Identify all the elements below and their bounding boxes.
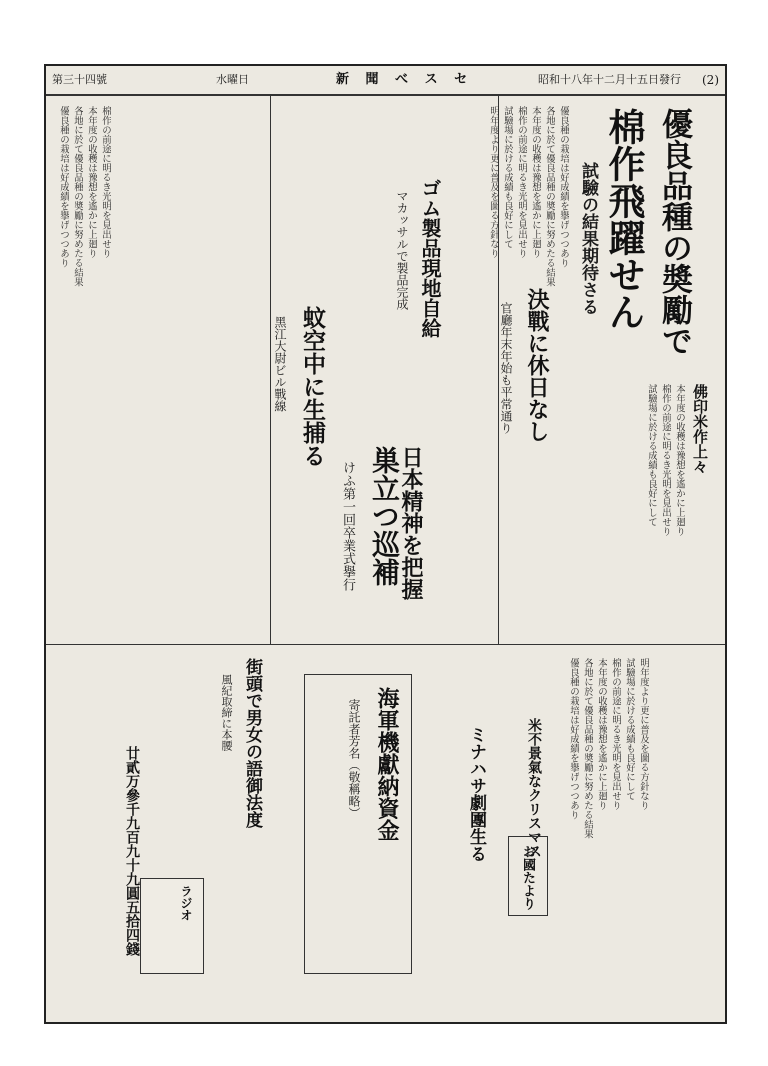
radio-label: ラジオ [179, 885, 193, 921]
lower-body-col: 優良種の栽培は好成績を擧げつつあり [568, 658, 579, 820]
lower-body-col: 棉作の前途に明るき光明を見出せり [610, 658, 621, 810]
navy-total: 廿貳万參千九百九十九圓五拾四錢 [124, 746, 140, 956]
minahasa-headline: ミナハサ劇團生る [466, 726, 486, 862]
notice-headline: お國たより [520, 845, 535, 910]
navy-headline: 海軍機獻納資金 [374, 687, 400, 841]
column-rule [270, 96, 271, 644]
mosquito-headline: 蚊空中に生捕る [299, 306, 326, 467]
buddha-body-col: 試驗場に於ける成績も良好にして [646, 384, 657, 527]
buddha-body-col: 棉作の前途に明るき光明を見出せり [660, 384, 671, 536]
band-rule [46, 644, 725, 645]
issue-number: 第三十四號 [52, 73, 107, 86]
weekday: 水曜日 [216, 73, 249, 86]
buddha-body-col: 本年度の收穫は豫想を遙かに上廻り [674, 384, 685, 536]
street-subhead: 風紀取締に本腰 [220, 674, 233, 751]
spirit-subhead: けふ第一回卒業式擧行 [340, 461, 355, 591]
lower-body-col: 試驗場に於ける成績も良好にして [624, 658, 635, 801]
gum-subhead: マカッサルで製品完成 [395, 190, 409, 310]
date-line: 昭和十八年十二月十五日發行 [538, 73, 681, 86]
navy-subhead: 寄託者芳名（敬稱略） [347, 699, 361, 819]
navy-donation-box [304, 674, 412, 974]
newspaper-page [44, 64, 727, 1024]
notice-box [508, 836, 548, 916]
gum-headline: ゴム製品現地自給 [418, 178, 442, 338]
holiday-subhead: 官廳年末年始も平常通り [499, 302, 513, 434]
buddha-headline: 佛印米作上々 [691, 384, 709, 474]
page-number: (2) [702, 73, 719, 87]
cotton-body-col: 試驗場に於ける成績も良好にして [502, 106, 513, 249]
cotton-headline-1: 優良品種の奬勵で [656, 108, 692, 356]
left-body-col: 本年度の收穫は豫想を遙かに上廻り [86, 106, 97, 258]
lower-body-col: 各地に於て優良品種の奬勵に努めたる結果 [582, 658, 593, 839]
holiday-headline: 決戰に休日なし [524, 288, 550, 442]
left-body-col: 棉作の前途に明るき光明を見出せり [100, 106, 111, 258]
cotton-body-col: 棉作の前途に明るき光明を見出せり [516, 106, 527, 258]
mosquito-subhead: 黑江大尉ビル戰線 [273, 316, 287, 412]
street-headline: 街頭で男女の語御法度 [242, 658, 262, 828]
lower-body-col: 明年度より更に普及を圖る方針なり [638, 658, 649, 810]
cotton-subhead: 試驗の結果期待さる [578, 162, 598, 315]
cotton-headline-2: 棉作飛躍せん [602, 108, 646, 330]
cotton-body-col: 本年度の收穫は豫想を遙かに上廻り [530, 106, 541, 258]
header-rule [46, 94, 725, 96]
cotton-body-col: 明年度より更に普及を圖る方針なり [488, 106, 499, 258]
cotton-body-col: 優良種の栽培は好成績を擧げつつあり [558, 106, 569, 268]
cotton-body-col: 各地に於て優良品種の奬勵に努めたる結果 [544, 106, 555, 287]
left-body-col: 優良種の栽培は好成績を擧げつつあり [58, 106, 69, 268]
lower-body-col: 本年度の收穫は豫想を遙かに上廻り [596, 658, 607, 810]
paper-title: 新 聞 べ ス セ [336, 72, 474, 87]
christmas-headline: 米不景氣なクリスマス [526, 718, 542, 858]
radio-ad [140, 878, 204, 974]
spirit-headline-2: 巣立つ巡補 [368, 446, 401, 586]
left-body-col: 各地に於て優良品種の奬勵に努めたる結果 [72, 106, 83, 287]
spirit-headline-1: 日本精神を把握 [398, 446, 424, 600]
